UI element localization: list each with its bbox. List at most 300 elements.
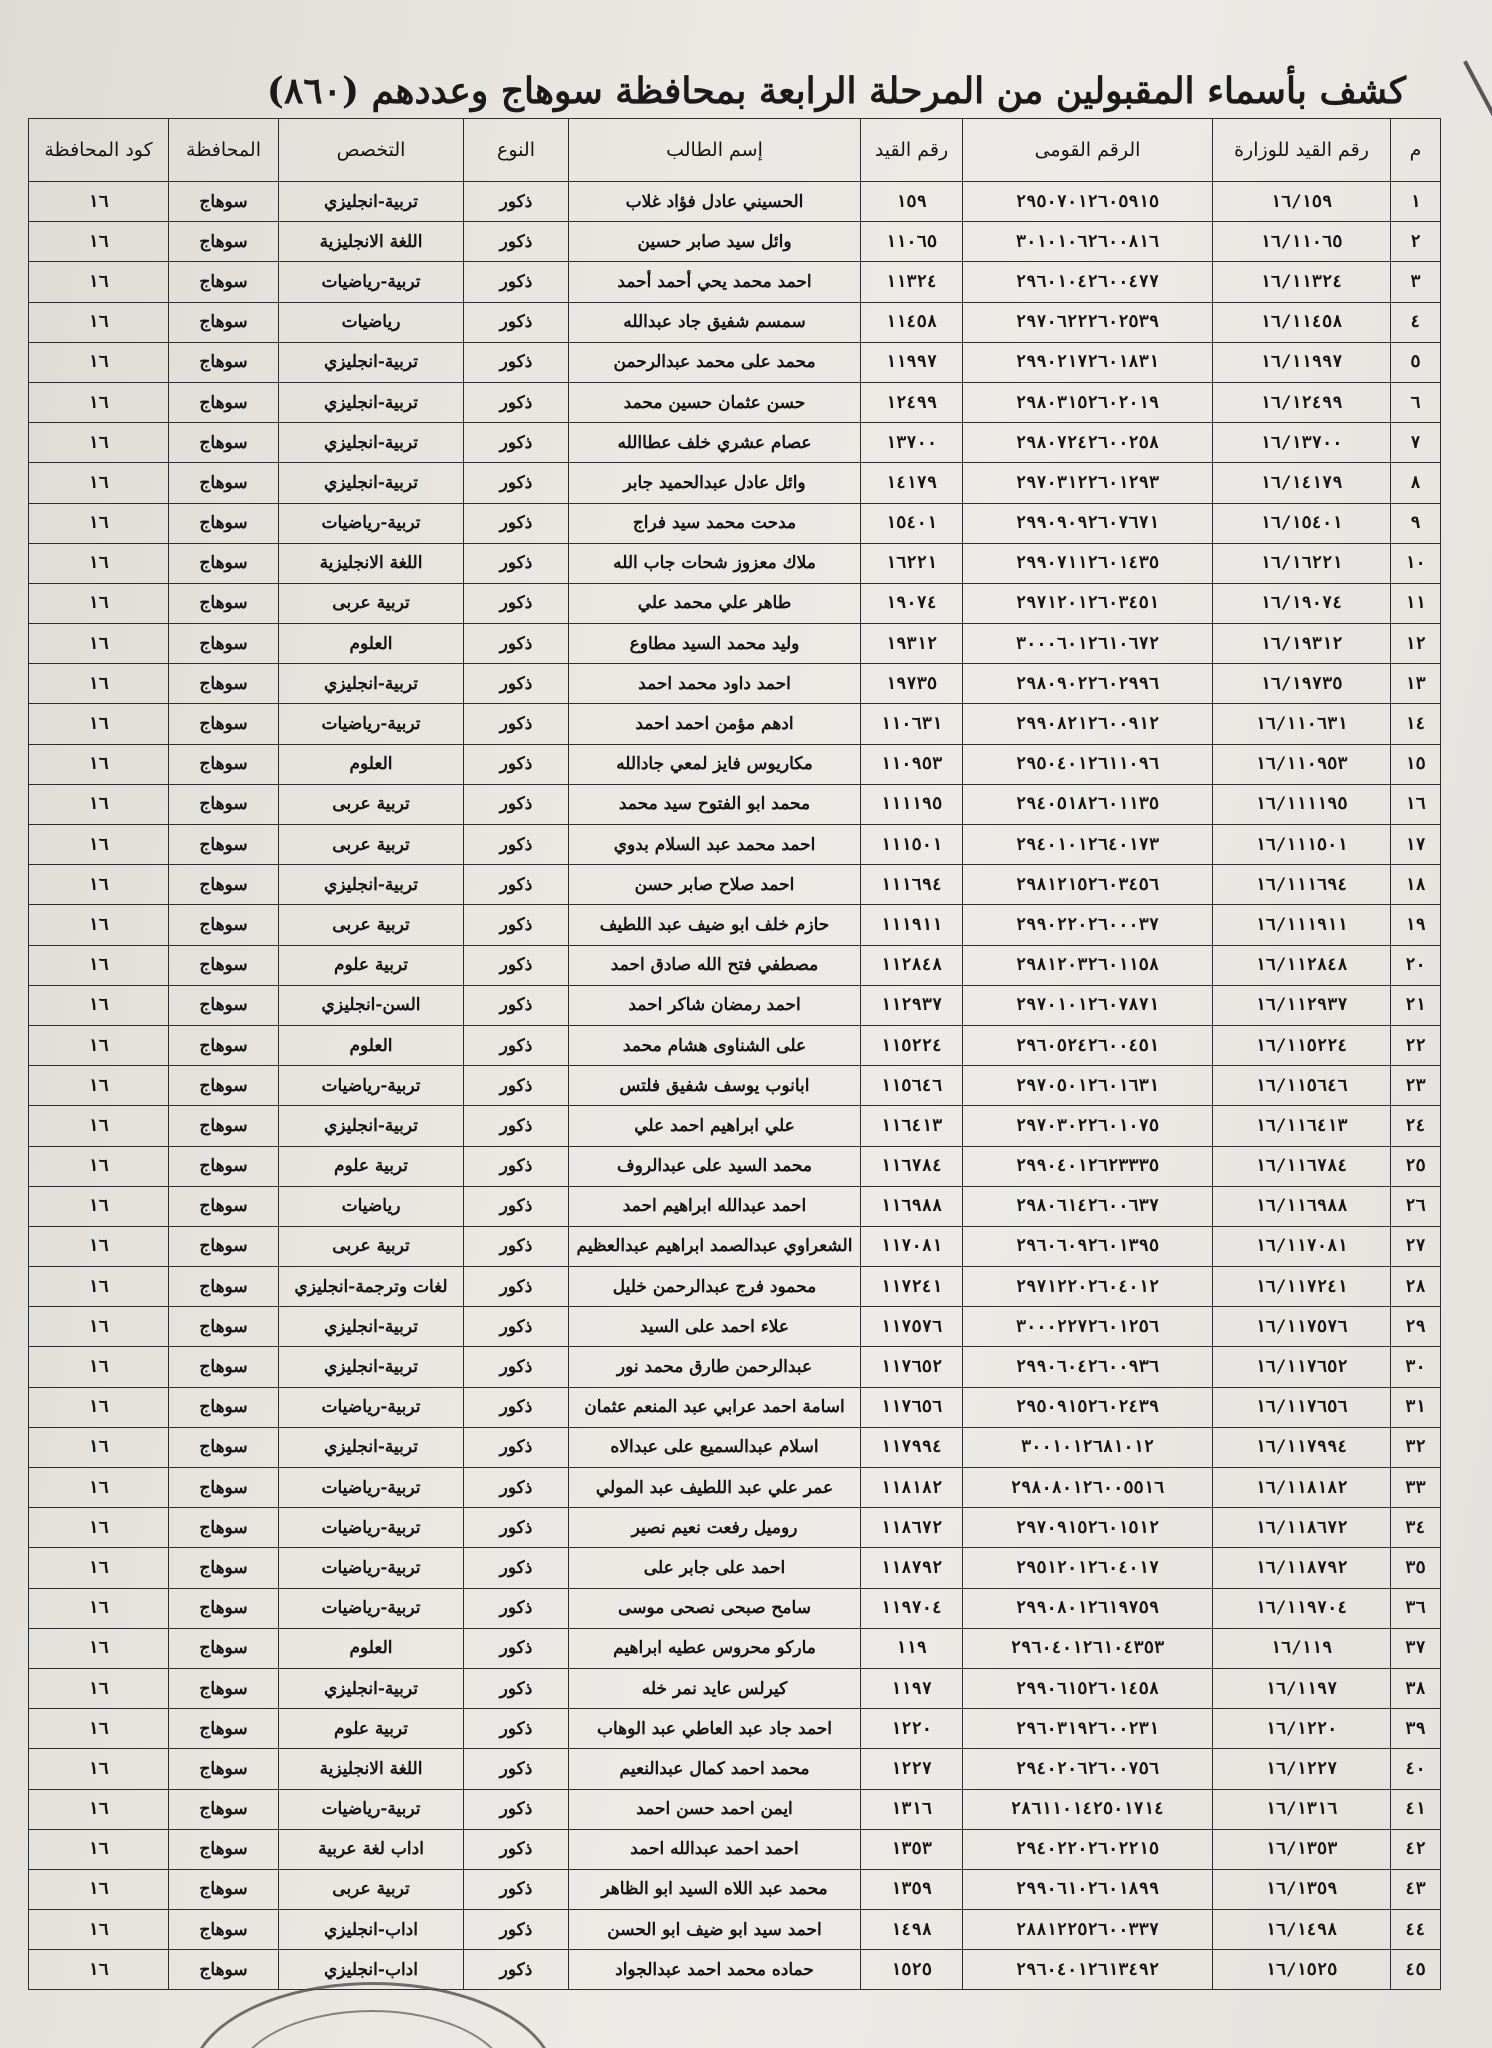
row-number: ١٣: [1391, 664, 1441, 704]
student-name-cell: مصطفي فتح الله صادق احمد: [569, 945, 861, 985]
type-cell: ذكور: [464, 784, 569, 824]
row-number: ٢٧: [1391, 1226, 1441, 1266]
table-row: [29, 222, 1441, 262]
governorate-cell: سوهاج: [169, 784, 279, 824]
student-name-cell: عصام عشري خلف عطاالله: [569, 423, 861, 463]
table-row: [29, 1186, 1441, 1226]
reg-no-cell: ١١٠٩٥٣: [861, 744, 963, 784]
governorate-cell: سوهاج: [169, 744, 279, 784]
national-id-cell: ٢٨٦١١٠١٤٢٥٠١٧١٤: [963, 1789, 1213, 1829]
student-name-cell: وائل عادل عبدالحميد جابر: [569, 463, 861, 503]
student-name-cell: محمد عبد اللاه السيد ابو الظاهر: [569, 1869, 861, 1909]
type-cell: ذكور: [464, 222, 569, 262]
national-id-cell: ٢٩٨١٢٠٣٢٦٠١١٥٨: [963, 945, 1213, 985]
gov-code-cell: ١٦: [29, 1869, 169, 1909]
reg-no-cell: ١١٧٦٥٢: [861, 1347, 963, 1387]
ministry-reg-cell: ١٦/١١٤٥٨: [1213, 302, 1391, 342]
student-name-cell: مكاريوس فايز لمعي جادالله: [569, 744, 861, 784]
specialization-cell: تربية-انجليزي: [279, 1307, 464, 1347]
reg-no-cell: ١١٥٦٤٦: [861, 1066, 963, 1106]
reg-no-cell: ١٢٤٩٩: [861, 382, 963, 422]
national-id-cell: ٢٩٥٠٤٠١٢٦١١٠٩٦: [963, 744, 1213, 784]
national-id-cell: ٢٩٩٠٦١٠٢٦٠١٨٩٩: [963, 1869, 1213, 1909]
national-id-cell: ٢٩٩٠٦٠٤٢٦٠٠٩٣٦: [963, 1347, 1213, 1387]
table-row: [29, 342, 1441, 382]
governorate-cell: سوهاج: [169, 1146, 279, 1186]
student-name-cell: محمد احمد كمال عبدالنعيم: [569, 1749, 861, 1789]
row-number: ٣٥: [1391, 1548, 1441, 1588]
reg-no-cell: ١١٩: [861, 1628, 963, 1668]
gov-code-cell: ١٦: [29, 905, 169, 945]
specialization-cell: اداب-انجليزي: [279, 1910, 464, 1950]
table-row: [29, 543, 1441, 583]
gov-code-cell: ١٦: [29, 222, 169, 262]
table-row: [29, 503, 1441, 543]
ministry-reg-cell: ١٦/١١٢٨٤٨: [1213, 945, 1391, 985]
national-id-cell: ٢٩٩٠٧١١٢٦٠١٤٣٥: [963, 543, 1213, 583]
row-number: ٥: [1391, 342, 1441, 382]
type-cell: ذكور: [464, 302, 569, 342]
national-id-cell: ٢٩٨٠٧٢٤٢٦٠٠٢٥٨: [963, 423, 1213, 463]
type-cell: ذكور: [464, 503, 569, 543]
ministry-reg-cell: ١٦/١١٦٧٨٤: [1213, 1146, 1391, 1186]
row-number: ٧: [1391, 423, 1441, 463]
student-name-cell: احمد محمد عبد السلام بدوي: [569, 825, 861, 865]
governorate-cell: سوهاج: [169, 1950, 279, 1990]
header-type: النوع: [464, 119, 569, 182]
reg-no-cell: ١٣٥٣: [861, 1829, 963, 1869]
ministry-reg-cell: ١٦/١١٩٧٠٤: [1213, 1588, 1391, 1628]
gov-code-cell: ١٦: [29, 1468, 169, 1508]
gov-code-cell: ١٦: [29, 1749, 169, 1789]
gov-code-cell: ١٦: [29, 664, 169, 704]
row-number: ١١: [1391, 583, 1441, 623]
student-name-cell: احمد عبدالله ابراهيم احمد: [569, 1186, 861, 1226]
row-number: ٨: [1391, 463, 1441, 503]
table-row: [29, 182, 1441, 222]
header-student-name: إسم الطالب: [569, 119, 861, 182]
gov-code-cell: ١٦: [29, 1106, 169, 1146]
row-number: ٣٨: [1391, 1668, 1441, 1708]
table-row: [29, 1347, 1441, 1387]
governorate-cell: سوهاج: [169, 1387, 279, 1427]
specialization-cell: السن-انجليزي: [279, 985, 464, 1025]
row-number: ٣٠: [1391, 1347, 1441, 1387]
table-row: [29, 744, 1441, 784]
national-id-cell: ٣٠١٠١٠٦٢٦٠٠٨١٦: [963, 222, 1213, 262]
student-name-cell: كيرلس عايد نمر خله: [569, 1668, 861, 1708]
governorate-cell: سوهاج: [169, 1910, 279, 1950]
ministry-reg-cell: ١٦/١١٥٦٤٦: [1213, 1066, 1391, 1106]
reg-no-cell: ١١٦٤١٣: [861, 1106, 963, 1146]
governorate-cell: سوهاج: [169, 262, 279, 302]
student-name-cell: وائل سيد صابر حسين: [569, 222, 861, 262]
national-id-cell: ٢٩٨٠٦١٤٢٦٠٠٦٣٧: [963, 1186, 1213, 1226]
specialization-cell: تربية عربى: [279, 784, 464, 824]
reg-no-cell: ١١٨١٨٢: [861, 1468, 963, 1508]
student-name-cell: على الشناوى هشام محمد: [569, 1025, 861, 1065]
gov-code-cell: ١٦: [29, 1508, 169, 1548]
national-id-cell: ٣٠٠١٠١٢٦٨١٠١٢: [963, 1427, 1213, 1467]
table-row: [29, 784, 1441, 824]
table-row: [29, 1668, 1441, 1708]
type-cell: ذكور: [464, 342, 569, 382]
type-cell: ذكور: [464, 1427, 569, 1467]
type-cell: ذكور: [464, 704, 569, 744]
national-id-cell: ٣٠٠٠٢٢٧٢٦٠١٢٥٦: [963, 1307, 1213, 1347]
reg-no-cell: ١١٧٦٥٦: [861, 1387, 963, 1427]
gov-code-cell: ١٦: [29, 1066, 169, 1106]
national-id-cell: ٢٩٧١٢٢٠٢٦٠٤٠١٢: [963, 1267, 1213, 1307]
row-number: ٣٣: [1391, 1468, 1441, 1508]
ministry-reg-cell: ١٦/١٩٧٣٥: [1213, 664, 1391, 704]
gov-code-cell: ١٦: [29, 825, 169, 865]
student-name-cell: احمد محمد يحي أحمد أحمد: [569, 262, 861, 302]
row-number: ٢٥: [1391, 1146, 1441, 1186]
student-name-cell: ايمن احمد حسن احمد: [569, 1789, 861, 1829]
row-number: ٢: [1391, 222, 1441, 262]
row-number: ٩: [1391, 503, 1441, 543]
specialization-cell: تربية-انجليزي: [279, 463, 464, 503]
table-row: [29, 905, 1441, 945]
type-cell: ذكور: [464, 543, 569, 583]
specialization-cell: تربية-رياضيات: [279, 704, 464, 744]
type-cell: ذكور: [464, 624, 569, 664]
type-cell: ذكور: [464, 262, 569, 302]
gov-code-cell: ١٦: [29, 1628, 169, 1668]
table-row: [29, 302, 1441, 342]
ministry-reg-cell: ١٦/١١٠٦٣١: [1213, 704, 1391, 744]
national-id-cell: ٣٠٠٠٦٠١٢٦١٠٦٧٢: [963, 624, 1213, 664]
governorate-cell: سوهاج: [169, 825, 279, 865]
reg-no-cell: ١٦٢٢١: [861, 543, 963, 583]
reg-no-cell: ١١٧٩٩٤: [861, 1427, 963, 1467]
governorate-cell: سوهاج: [169, 182, 279, 222]
table-row: [29, 1267, 1441, 1307]
table-row: [29, 262, 1441, 302]
header-governorate: المحافظة: [169, 119, 279, 182]
reg-no-cell: ١١٩٧٠٤: [861, 1588, 963, 1628]
governorate-cell: سوهاج: [169, 704, 279, 744]
type-cell: ذكور: [464, 182, 569, 222]
table-row: [29, 1950, 1441, 1990]
governorate-cell: سوهاج: [169, 463, 279, 503]
ministry-reg-cell: ١٦/١١١٦٩٤: [1213, 865, 1391, 905]
specialization-cell: تربية-انجليزي: [279, 423, 464, 463]
row-number: ٤١: [1391, 1789, 1441, 1829]
type-cell: ذكور: [464, 905, 569, 945]
specialization-cell: العلوم: [279, 1628, 464, 1668]
table-row: [29, 1427, 1441, 1467]
national-id-cell: ٢٩٦٠٥٢٤٢٦٠٠٤٥١: [963, 1025, 1213, 1065]
student-name-cell: اسلام عبدالسميع على عبدالاه: [569, 1427, 861, 1467]
student-name-cell: مدحت محمد سيد فراج: [569, 503, 861, 543]
row-number: ٣١: [1391, 1387, 1441, 1427]
specialization-cell: تربية-رياضيات: [279, 1508, 464, 1548]
student-name-cell: عبدالرحمن طارق محمد نور: [569, 1347, 861, 1387]
specialization-cell: تربية عربى: [279, 825, 464, 865]
governorate-cell: سوهاج: [169, 1668, 279, 1708]
ministry-reg-cell: ١٦/١٢٢٠: [1213, 1709, 1391, 1749]
governorate-cell: سوهاج: [169, 543, 279, 583]
type-cell: ذكور: [464, 1829, 569, 1869]
header-national-id: الرقم القومى: [963, 119, 1213, 182]
gov-code-cell: ١٦: [29, 1709, 169, 1749]
header-gov-code: كود المحافظة: [29, 119, 169, 182]
student-name-cell: احمد رمضان شاكر احمد: [569, 985, 861, 1025]
governorate-cell: سوهاج: [169, 1869, 279, 1909]
table-row: [29, 1146, 1441, 1186]
gov-code-cell: ١٦: [29, 1910, 169, 1950]
ministry-reg-cell: ١٦/١١٩٩٧: [1213, 342, 1391, 382]
national-id-cell: ٢٩٨٠٩٠٢٢٦٠٢٩٩٦: [963, 664, 1213, 704]
table-row: [29, 1307, 1441, 1347]
ministry-reg-cell: ١٦/١١٦٤١٣: [1213, 1106, 1391, 1146]
specialization-cell: تربية-رياضيات: [279, 503, 464, 543]
ministry-reg-cell: ١٦/١١٨٧٩٢: [1213, 1548, 1391, 1588]
gov-code-cell: ١٦: [29, 1307, 169, 1347]
specialization-cell: تربية-انجليزي: [279, 1427, 464, 1467]
gov-code-cell: ١٦: [29, 1668, 169, 1708]
national-id-cell: ٢٩٩٠٨٢١٢٦٠٠٩١٢: [963, 704, 1213, 744]
governorate-cell: سوهاج: [169, 1106, 279, 1146]
type-cell: ذكور: [464, 1146, 569, 1186]
specialization-cell: العلوم: [279, 1025, 464, 1065]
national-id-cell: ٢٩٦٠١٠٤٢٦٠٠٤٧٧: [963, 262, 1213, 302]
type-cell: ذكور: [464, 423, 569, 463]
reg-no-cell: ١٣٧٠٠: [861, 423, 963, 463]
reg-no-cell: ١٤١٧٩: [861, 463, 963, 503]
national-id-cell: ٢٩٤٠١٠١٢٦٤٠١٧٣: [963, 825, 1213, 865]
row-number: ٦: [1391, 382, 1441, 422]
header-reg-no: رقم القيد: [861, 119, 963, 182]
specialization-cell: تربية-رياضيات: [279, 1066, 464, 1106]
specialization-cell: اللغة الانجليزية: [279, 543, 464, 583]
student-name-cell: علاء احمد على السيد: [569, 1307, 861, 1347]
row-number: ١: [1391, 182, 1441, 222]
table-row: [29, 1508, 1441, 1548]
national-id-cell: ٢٩٧٠٥٠١٢٦٠١٦٣١: [963, 1066, 1213, 1106]
ministry-reg-cell: ١٦/١٥٤٠١: [1213, 503, 1391, 543]
type-cell: ذكور: [464, 1387, 569, 1427]
governorate-cell: سوهاج: [169, 1508, 279, 1548]
type-cell: ذكور: [464, 1869, 569, 1909]
type-cell: ذكور: [464, 985, 569, 1025]
governorate-cell: سوهاج: [169, 1749, 279, 1789]
specialization-cell: تربية-انجليزي: [279, 1668, 464, 1708]
table-row: [29, 1548, 1441, 1588]
ministry-reg-cell: ١٦/١٤١٧٩: [1213, 463, 1391, 503]
national-id-cell: ٢٩٦٠٣١٩٢٦٠٠٢٣١: [963, 1709, 1213, 1749]
reg-no-cell: ١١٩٧: [861, 1668, 963, 1708]
student-name-cell: ابانوب يوسف شفيق فلتس: [569, 1066, 861, 1106]
governorate-cell: سوهاج: [169, 1347, 279, 1387]
student-name-cell: طاهر علي محمد علي: [569, 583, 861, 623]
national-id-cell: ٢٩٧٠١٠١٢٦٠٧٨٧١: [963, 985, 1213, 1025]
table-row: [29, 1226, 1441, 1266]
ministry-reg-cell: ١٦/١١٦٩٨٨: [1213, 1186, 1391, 1226]
row-number: ١٠: [1391, 543, 1441, 583]
national-id-cell: ٢٩٩٠٢١٧٢٦٠١٨٣١: [963, 342, 1213, 382]
reg-no-cell: ١١٦٩٨٨: [861, 1186, 963, 1226]
governorate-cell: سوهاج: [169, 1307, 279, 1347]
ministry-reg-cell: ١٦/١١٠٩٥٣: [1213, 744, 1391, 784]
specialization-cell: تربية علوم: [279, 945, 464, 985]
student-name-cell: احمد داود محمد احمد: [569, 664, 861, 704]
specialization-cell: تربية-رياضيات: [279, 262, 464, 302]
table-row: [29, 825, 1441, 865]
row-number: ٣٦: [1391, 1588, 1441, 1628]
governorate-cell: سوهاج: [169, 1427, 279, 1467]
ministry-reg-cell: ١٦/١١١٥٠١: [1213, 825, 1391, 865]
row-number: ١٦: [1391, 784, 1441, 824]
document-title: كشف بأسماء المقبولين من المرحلة الرابعة بمحافظة سوهاج وعددهم (٨٦٠): [266, 70, 1406, 112]
specialization-cell: تربية-انجليزي: [279, 1106, 464, 1146]
reg-no-cell: ١٣٥٩: [861, 1869, 963, 1909]
ministry-reg-cell: ١٦/١١٧٦٥٦: [1213, 1387, 1391, 1427]
student-name-cell: ملاك معزوز شحات جاب الله: [569, 543, 861, 583]
row-number: ٣٧: [1391, 1628, 1441, 1668]
type-cell: ذكور: [464, 1025, 569, 1065]
student-name-cell: احمد جاد عبد العاطي عبد الوهاب: [569, 1709, 861, 1749]
gov-code-cell: ١٦: [29, 382, 169, 422]
row-number: ٤٤: [1391, 1910, 1441, 1950]
governorate-cell: سوهاج: [169, 423, 279, 463]
header-ministry-reg: رقم القيد للوزارة: [1213, 119, 1391, 182]
row-number: ٤: [1391, 302, 1441, 342]
row-number: ٤٠: [1391, 1749, 1441, 1789]
type-cell: ذكور: [464, 1950, 569, 1990]
specialization-cell: اداب لغة عربية: [279, 1829, 464, 1869]
row-number: ١٢: [1391, 624, 1441, 664]
table-row: [29, 704, 1441, 744]
table-row: [29, 1588, 1441, 1628]
ministry-reg-cell: ١٦/١٣٥٩: [1213, 1869, 1391, 1909]
type-cell: ذكور: [464, 463, 569, 503]
ministry-reg-cell: ١٦/١١٢٩٣٧: [1213, 985, 1391, 1025]
ministry-reg-cell: ١٦/١١٩: [1213, 1628, 1391, 1668]
governorate-cell: سوهاج: [169, 945, 279, 985]
ministry-reg-cell: ١٦/١١٧٩٩٤: [1213, 1427, 1391, 1467]
type-cell: ذكور: [464, 1106, 569, 1146]
national-id-cell: ٢٩٦٠٤٠١٢٦١٣٤٩٢: [963, 1950, 1213, 1990]
row-number: ١٧: [1391, 825, 1441, 865]
governorate-cell: سوهاج: [169, 382, 279, 422]
governorate-cell: سوهاج: [169, 985, 279, 1025]
gov-code-cell: ١٦: [29, 1829, 169, 1869]
student-name-cell: علي ابراهيم احمد علي: [569, 1106, 861, 1146]
type-cell: ذكور: [464, 1749, 569, 1789]
ministry-reg-cell: ١٦/١١٣٢٤: [1213, 262, 1391, 302]
national-id-cell: ٢٩٥٠٧٠١٢٦٠٥٩١٥: [963, 182, 1213, 222]
gov-code-cell: ١٦: [29, 784, 169, 824]
row-number: ٢٢: [1391, 1025, 1441, 1065]
specialization-cell: تربية-رياضيات: [279, 1548, 464, 1588]
table-row: [29, 463, 1441, 503]
student-name-cell: احمد على جابر على: [569, 1548, 861, 1588]
table-row: [29, 1749, 1441, 1789]
specialization-cell: تربية-رياضيات: [279, 1789, 464, 1829]
type-cell: ذكور: [464, 1186, 569, 1226]
ministry-reg-cell: ١٦/١١٥٢٢٤: [1213, 1025, 1391, 1065]
governorate-cell: سوهاج: [169, 583, 279, 623]
specialization-cell: تربية علوم: [279, 1709, 464, 1749]
ministry-reg-cell: ١٦/١٦٢٢١: [1213, 543, 1391, 583]
reg-no-cell: ١١٧٠٨١: [861, 1226, 963, 1266]
table-row: [29, 1387, 1441, 1427]
ministry-reg-cell: ١٦/١٣١٦: [1213, 1789, 1391, 1829]
type-cell: ذكور: [464, 583, 569, 623]
type-cell: ذكور: [464, 945, 569, 985]
governorate-cell: سوهاج: [169, 302, 279, 342]
reg-no-cell: ١١٢٩٣٧: [861, 985, 963, 1025]
row-number: ١٤: [1391, 704, 1441, 744]
table-body: [29, 182, 1441, 1990]
gov-code-cell: ١٦: [29, 1387, 169, 1427]
reg-no-cell: ١١٦٧٨٤: [861, 1146, 963, 1186]
student-name-cell: سامح صبحى نصحى موسى: [569, 1588, 861, 1628]
gov-code-cell: ١٦: [29, 865, 169, 905]
national-id-cell: ٢٩٩٠٩٠٩٢٦٠٧٦٧١: [963, 503, 1213, 543]
governorate-cell: سوهاج: [169, 222, 279, 262]
reg-no-cell: ١٤٩٨: [861, 1910, 963, 1950]
header-specialization: التخصص: [279, 119, 464, 182]
student-name-cell: محمد السيد على عبدالروف: [569, 1146, 861, 1186]
reg-no-cell: ١١١٥٠١: [861, 825, 963, 865]
national-id-cell: ٢٩٩٠٨٠١٢٦١٩٧٥٩: [963, 1588, 1213, 1628]
gov-code-cell: ١٦: [29, 302, 169, 342]
gov-code-cell: ١٦: [29, 463, 169, 503]
national-id-cell: ٢٩٧٠٦٢٢٢٦٠٢٥٣٩: [963, 302, 1213, 342]
table-row: [29, 1910, 1441, 1950]
row-number: ٢١: [1391, 985, 1441, 1025]
gov-code-cell: ١٦: [29, 945, 169, 985]
ministry-reg-cell: ١٦/١١٨١٨٢: [1213, 1468, 1391, 1508]
reg-no-cell: ١٣١٦: [861, 1789, 963, 1829]
table-row: [29, 1066, 1441, 1106]
gov-code-cell: ١٦: [29, 1025, 169, 1065]
specialization-cell: تربية علوم: [279, 1146, 464, 1186]
pen-mark: [1463, 60, 1492, 141]
type-cell: ذكور: [464, 1468, 569, 1508]
reg-no-cell: ١١٤٥٨: [861, 302, 963, 342]
specialization-cell: رياضيات: [279, 302, 464, 342]
gov-code-cell: ١٦: [29, 1548, 169, 1588]
governorate-cell: سوهاج: [169, 1066, 279, 1106]
ministry-reg-cell: ١٦/١٩٣١٢: [1213, 624, 1391, 664]
table-row: [29, 1829, 1441, 1869]
ministry-reg-cell: ١٦/١١٧٦٥٢: [1213, 1347, 1391, 1387]
type-cell: ذكور: [464, 865, 569, 905]
national-id-cell: ٢٩٨١٢١٥٢٦٠٣٤٥٦: [963, 865, 1213, 905]
table-row: [29, 664, 1441, 704]
type-cell: ذكور: [464, 1709, 569, 1749]
specialization-cell: تربية-رياضيات: [279, 1468, 464, 1508]
student-name-cell: ادهم مؤمن احمد احمد: [569, 704, 861, 744]
governorate-cell: سوهاج: [169, 342, 279, 382]
reg-no-cell: ١١٧٥٧٦: [861, 1307, 963, 1347]
gov-code-cell: ١٦: [29, 1588, 169, 1628]
national-id-cell: ٢٩٩٠٢٢٠٢٦٠٠٠٣٧: [963, 905, 1213, 945]
gov-code-cell: ١٦: [29, 1789, 169, 1829]
governorate-cell: سوهاج: [169, 1829, 279, 1869]
table-row: [29, 985, 1441, 1025]
specialization-cell: تربية عربى: [279, 905, 464, 945]
specialization-cell: رياضيات: [279, 1186, 464, 1226]
student-name-cell: احمد صلاح صابر حسن: [569, 865, 861, 905]
ministry-reg-cell: ١٦/١٢٢٧: [1213, 1749, 1391, 1789]
reg-no-cell: ١٥٤٠١: [861, 503, 963, 543]
